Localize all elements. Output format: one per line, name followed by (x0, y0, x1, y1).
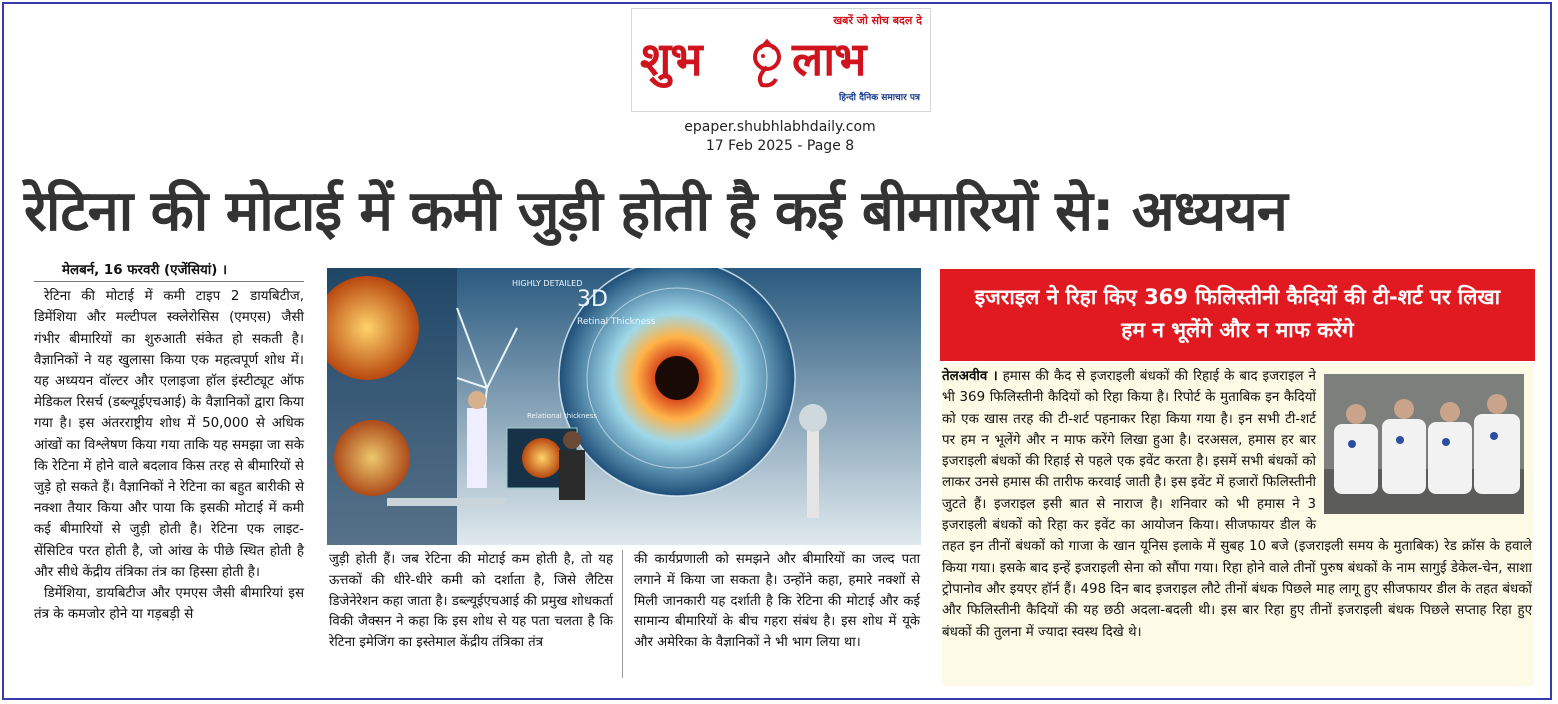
scientist-figure (467, 408, 487, 488)
side-story-body (942, 364, 1534, 686)
epaper-source (631, 118, 929, 156)
prisoners-photo (1324, 374, 1524, 514)
side-story-headline (940, 269, 1535, 361)
retina-illustration (327, 268, 921, 545)
masthead-tagline: खबरें जो सोच बदल दे (833, 14, 922, 27)
story-column-3: की कार्यप्रणाली को समझने और बीमारियों का जल्द पता लगाने में किया जा सकता है। उन्होंने कहा, हमारे नक्शों से मिली जानकारी यह दर्शाती है कि रेटिना की मोटाई और कई सामान्य बीमारियों के बीच गहरा संबंध है। इस शोध में यूके और अमेरिका के वैज्ञानिकों ने भी भाग लिया था। (634, 552, 920, 651)
epaper-date-page: 17 Feb 2025 - Page 8 (705, 138, 855, 154)
illustration-label-thickness: Retinal Thickness (577, 317, 656, 327)
column-divider (622, 550, 623, 678)
masthead-subtitle: हिन्दी दैनिक समाचार पत्र (838, 93, 920, 103)
side-story-body-text: हमास की कैद से इजराइली बंधकों की रिहाई के बाद इजराइल ने भी 369 फिलिस्तीनी कैदियों को रिहा किया है। रिपोर्ट के मुताबिक इन कैदियों को एक खास तरह की टी-शर्ट पहनाकर रिहा किया गया है। इन सभी टी-शर्ट पर हम न भूलेंगे और न माफ करेंगे लिखा हुआ है। दरअसल, हमास हर बार इजराइली बंधकों की रिहाई से पहले एक इवेंट करता है। इसमें सभी बंधकों को लाकर उनसे हमास की तारीफ करवाई जाती है। इस इवेंट में हजारों फिलिस्तीनी जुटते हैं। इजराइल इसी बात से नाराज है। शनिवार को भी हमास ने 3 इजराइली बंधकों को रिहा कर इवेंट का आयोजन किया। सीजफायर डील के तहत इन तीनों बंधकों को गाजा के खान यूनिस इलाके में सुबह 10 बजे (इजराइली समय के मुताबिक) रेड क्रॉस के हवाले किया गया। इसके बाद इन्हें इजराइली सेना को सौंपा गया। रिहा होने वाले तीनों पुरुष बंधकों के नाम सागुई डेकेल-चेन, साशा ट्रोपानोव और इयएर हॉर्न हैं। 498 दिन बाद इजराइल लौटे तीनों बंधक पिछले माह लागू हुए सीजफायर डील के तहत बंधकों और फिलिस्तीनी कैदियों की यह छठी अदला-बदली थी। इस बार रिहा हुए तीनों इजराइली बंधक पिछले सप्ताह रिहा हुए बंधकों की तुलना में ज्यादा स्वस्थ दिखे थे। (942, 369, 1532, 640)
illustration-label-top: HIGHLY DETAILED (512, 279, 583, 288)
main-headline: रेटिना की मोटाई में कमी जुड़ी होती है कई बीमारियों से: अध्ययन (24, 179, 1287, 244)
story-paragraph-2: डिमेंशिया, डायबिटीज और एमएस जैसी बीमारियां इस तंत्र के कमजोर होने या गड़बड़ी से (34, 586, 304, 623)
dateline: मेलबर्न, 16 फरवरी (एजेंसियां) । (34, 260, 304, 282)
ganesh-emblem-icon (742, 37, 792, 89)
story-paragraph-1: रेटिना की मोटाई में कमी टाइप 2 डायबिटीज, डिमेंशिया और मल्टीपल स्क्लेरोसिस (एमएस) जैसी गंभीर बीमारियों का शुरुआती संकेत हो सकती है। वैज्ञानिकों ने यह खुलासा किया एक महत्वपूर्ण शोध में। यह अध्ययन वॉल्टर और एलाइजा हॉल इंस्टीट्यूट ऑफ मेडिकल रिसर्च (डब्ल्यूईएचआई) के वैज्ञानिकों द्वारा किया गया है। इस अंतरराष्ट्रीय शोध में 50,000 से अधिक आंखों का विश्लेषण किया गया ताकि यह समझा जा सके कि रेटिना में होने वाले बदलाव किस तरह से बीमारियों से जुड़े हो सकते हैं। वैज्ञानिकों ने रेटिना का बहुत बारीकी से नक्शा तैयार किया और पाया कि इसकी मोटाई में कमी कई बीमारियों से जुड़ी होती है। रेटिना एक लाइट-सेंसिटिव परत होती है, जो आंख के पीछे स्थित होती है और सीधे केंद्रीय तंत्रिका तंत्र का हिस्सा होती है। (34, 289, 304, 580)
side-story-text (942, 366, 1532, 643)
logo-word-shubh: शुभ (640, 32, 702, 86)
illustration-label-3d: 3D (577, 287, 608, 312)
side-story-place: तेलअवीव । (942, 369, 998, 384)
side-headline-line-1: इजराइल ने रिहा किए 369 फिलिस्तीनी कैदियों की टी-शर्ट पर लिखा (974, 285, 1501, 309)
story-left-column (34, 260, 304, 625)
illustration-label-side: Relational thickness (527, 412, 598, 420)
epaper-url[interactable]: epaper.shubhlabhdaily.com (684, 119, 876, 135)
side-headline-line-2: हम न भूलेंगे और न माफ करेंगे (1121, 318, 1354, 342)
masthead-logo (631, 8, 931, 112)
logo-word-labh: लाभ (792, 32, 866, 86)
story-column-2: जुड़ी होती हैं। जब रेटिना की मोटाई कम होती है, तो यह ऊत्तकों की धीरे-धीरे कमी को दर्शाता है, जिसे लैटिस डिजेनेरेशन कहा जाता है। डब्ल्यूईएचआई की प्रमुख शोधकर्ता विकी जैक्सन ने कहा कि इस शोध से यह पता चलता है कि रेटिना इमेजिंग का इस्तेमाल केंद्रीय तंत्रिका तंत्र (329, 552, 613, 651)
